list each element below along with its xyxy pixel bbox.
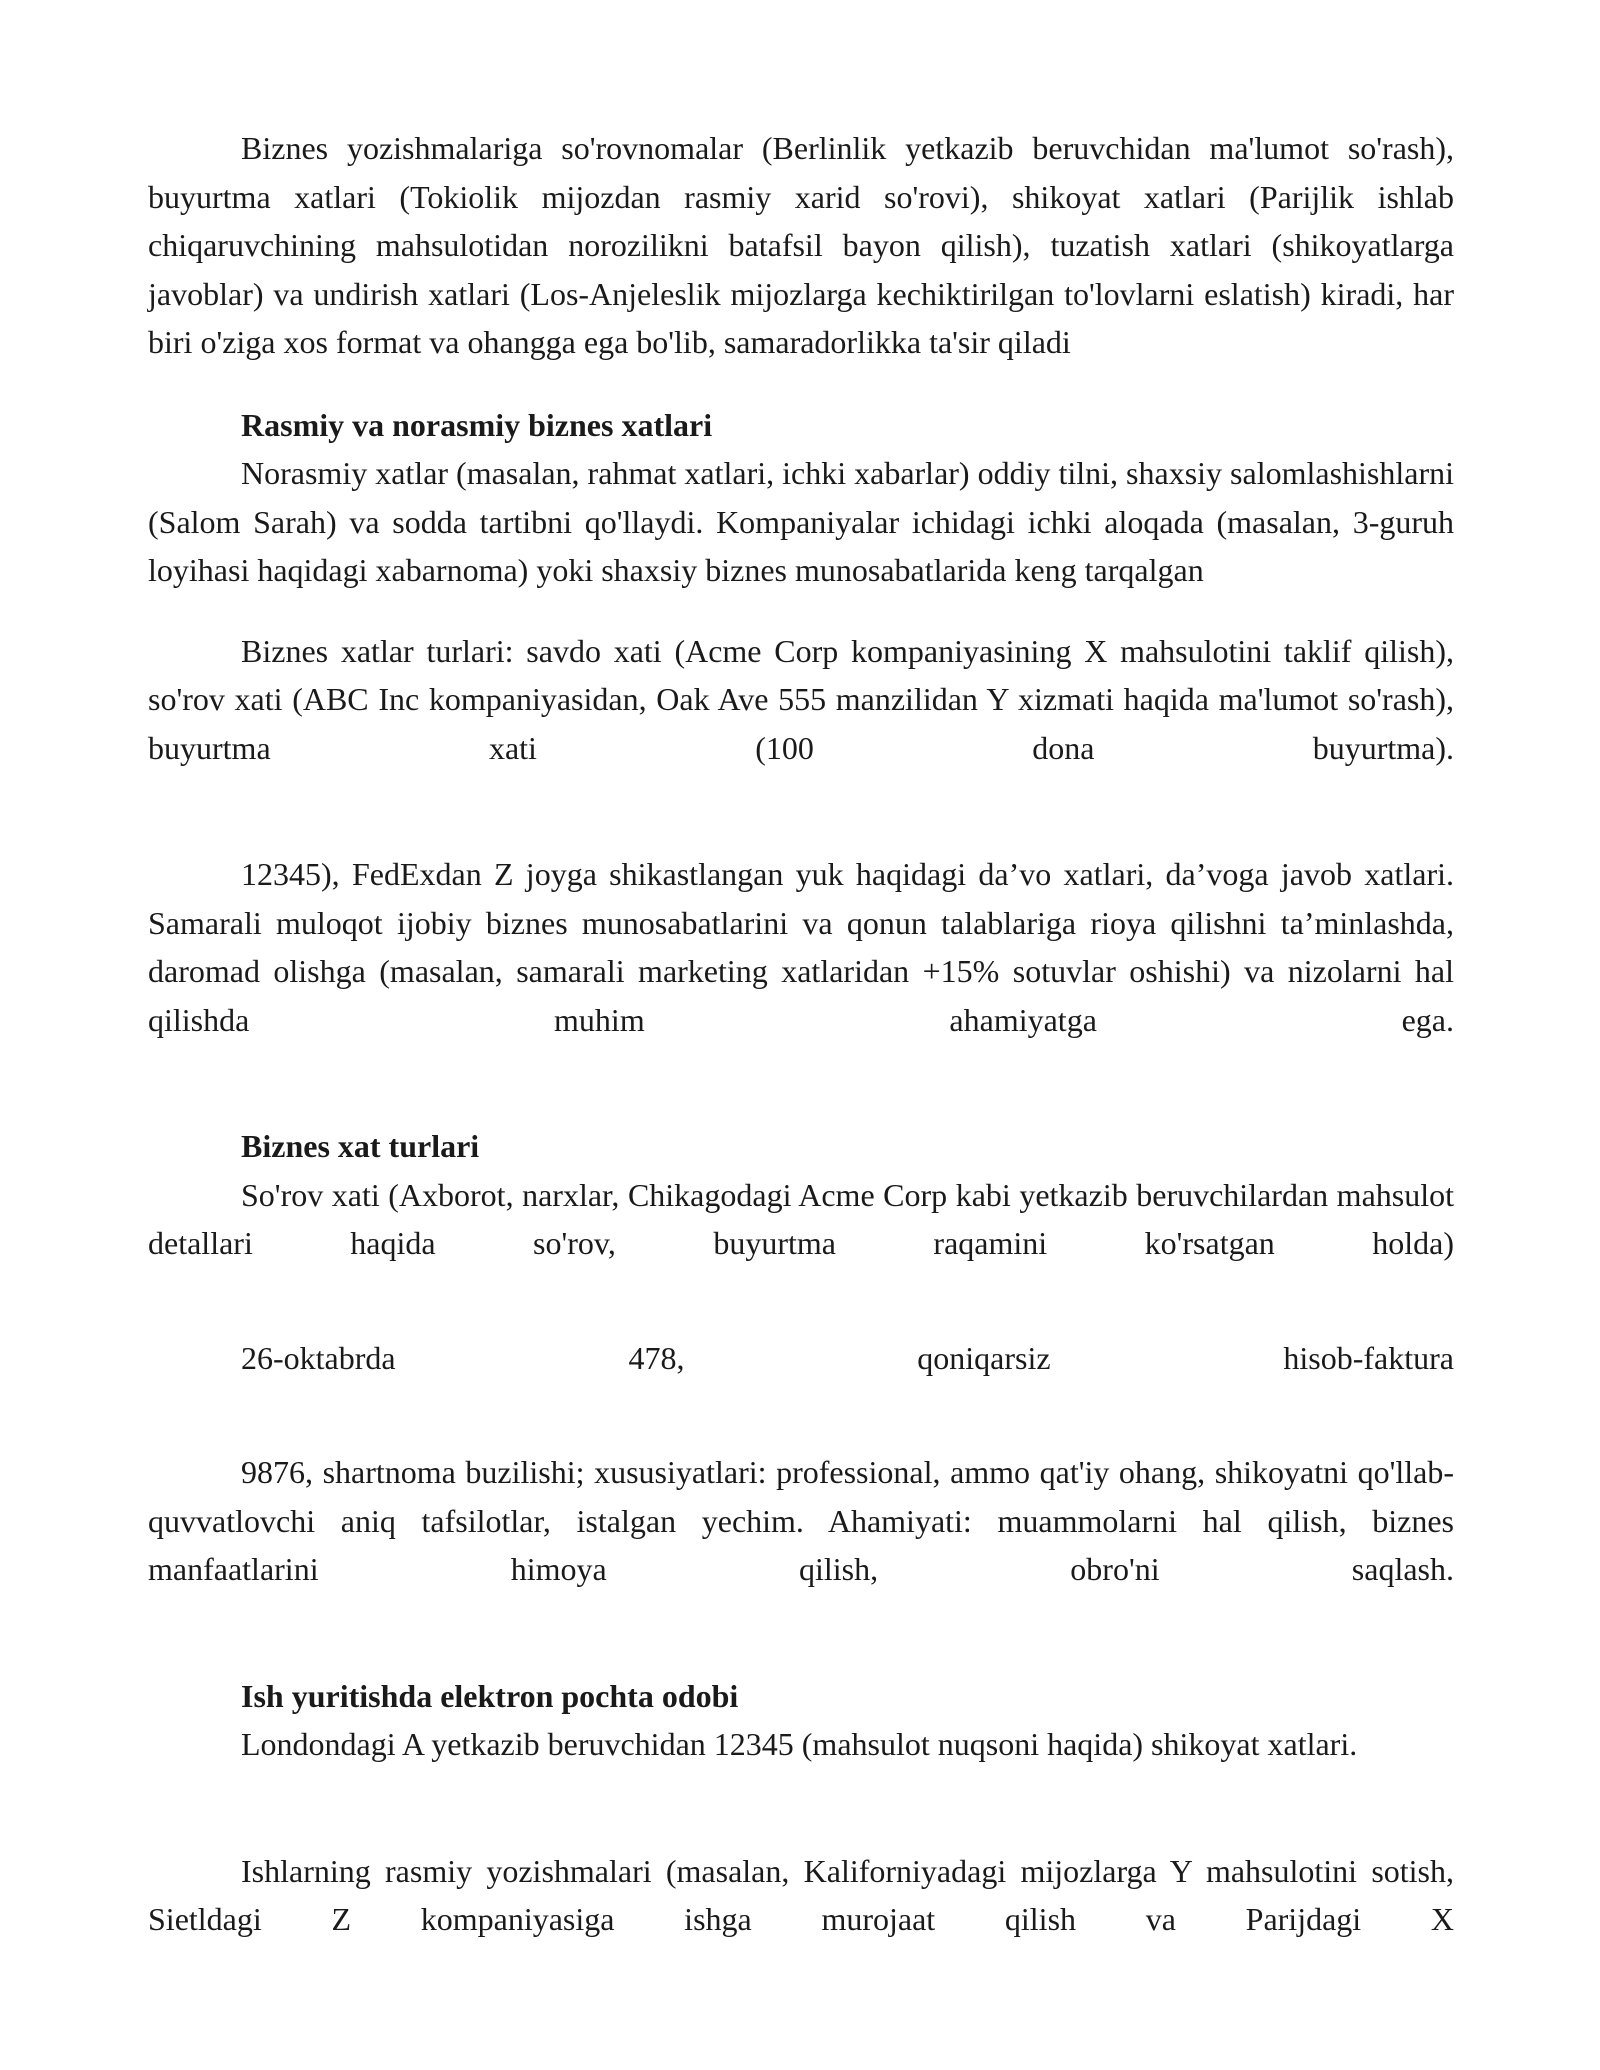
paragraph-inquiry-letter: So'rov xati (Axborot, narxlar, Chikagodagi Acme Corp kabi yetkazib beruvchilardan mahsulot detallari haqida so'rov, buyurtma raqamini ko'rsatgan holda) <box>148 1176 1454 1261</box>
document-body <box>148 124 1454 1944</box>
paragraph-letter-types: Biznes xatlar turlari: savdo xati (Acme Corp kompaniyasining X mahsulotini taklif qilish), so'rov xati (ABC Inc kompaniyasidan, Oak Ave 555 manzilidan Y xizmati haqida ma'lumot so'rash), buyurtma xati (100 dona buyurtma). <box>148 632 1454 766</box>
heading-email-etiquette: Ish yuritishda elektron pochta odobi <box>241 1677 739 1714</box>
paragraph-london-supplier: Londondagi A yetkazib beruvchidan 12345 (mahsulot nuqsoni haqida) shikoyat xatlari. <box>241 1726 1358 1762</box>
paragraph-contract-breach: 9876, shartnoma buzilishi; xususiyatlari: professional, ammo qat'iy ohang, shikoyatni qo'llab-quvvatlovchi aniq tafsilotlar, istalgan yechim. Ahamiyati: muammolarni hal qilish, biznes manfaatlarini himoya qilish, obro'ni saqlash. <box>148 1454 1454 1587</box>
heading-letter-types: Biznes xat turlari <box>241 1128 480 1164</box>
paragraph-claim-letters: 12345), FedExdan Z joyga shikastlangan yuk haqidagi da’vo xatlari, da’voga javob xatlari. Samarali muloqot ijobiy biznes munosabatlarini va qonun talablariga rioya qilishni ta’minlashda, daromad olishga (masalan, samarali marketing xatlaridan +15% sotuvlar oshishi) va nizolarni hal qilishda muhim ahamiyatga ega. <box>148 856 1454 1038</box>
paragraph-business-correspondence: Biznes yozishmalariga so'rovnomalar (Berlinlik yetkazib beruvchidan ma'lumot so'rash), buyurtma xatlari (Tokiolik mijozdan rasmiy xarid so'rovi), shikoyat xatlari (Parijlik ishlab chiqaruvchining mahsulotidan norozilikni batafsil bayon qilish), tuzatish xatlari (shikoyatlarga javoblar) va undirish xatlari (Los-Anjeleslik mijozlarga kechiktirilgan to'lovlarni eslatish) kiradi, har biri o'ziga xos format va ohangga ega bo'lib, samaradorlikka ta'sir qiladi <box>148 130 1454 360</box>
paragraph-formal-correspondence: Ishlarning rasmiy yozishmalari (masalan, Kaliforniyadagi mijozlarga Y mahsulotini sotish, Sietldagi Z kompaniyasiga ishga murojaat qilish va Parijdagi X <box>148 1852 1454 1937</box>
paragraph-informal-letters: Norasmiy xatlar (masalan, rahmat xatlari, ichki xabarlar) oddiy tilni, shaxsiy salomlashishlarni (Salom Sarah) va sodda tartibni qo'llaydi. Kompaniyalar ichidagi ichki aloqada (masalan, 3-guruh loyihasi haqidagi xabarnoma) yoki shaxsiy biznes munosabatlarida keng tarqalgan <box>148 455 1454 588</box>
heading-formal-informal-letters: Rasmiy va norasmiy biznes xatlari <box>241 406 713 443</box>
paragraph-invoice-line: 26-oktabrda 478, qoniqarsiz hisob-faktura <box>241 1339 1454 1376</box>
